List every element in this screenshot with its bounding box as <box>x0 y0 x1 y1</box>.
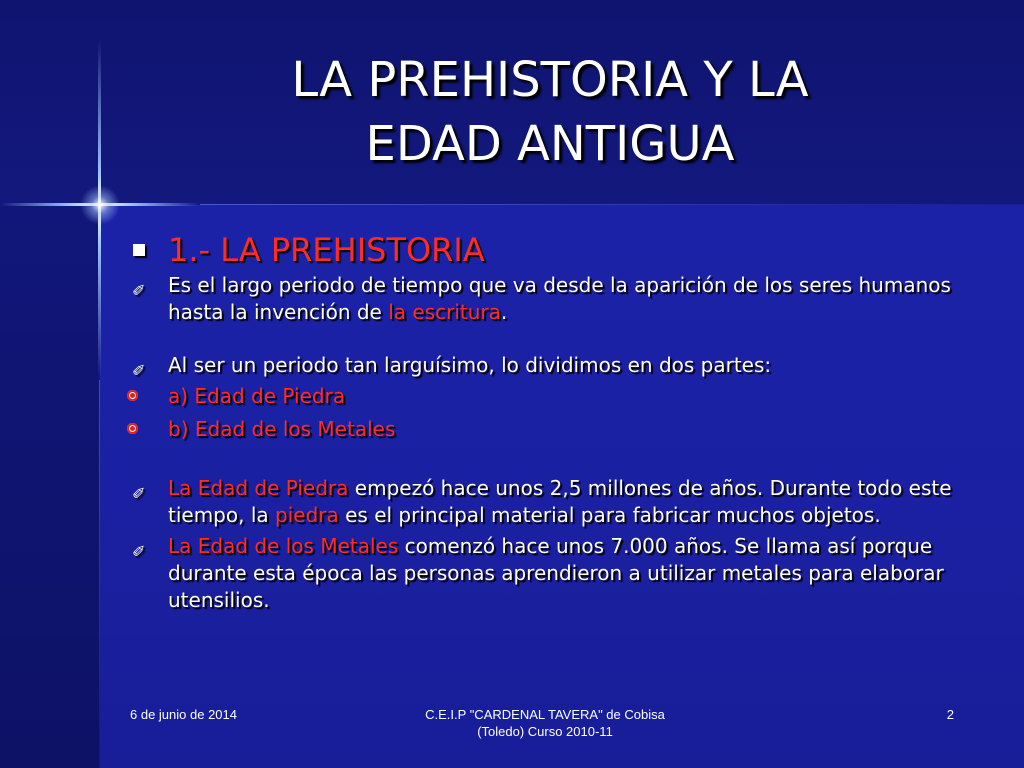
paragraph-division-text: Al ser un periodo tan larguísimo, lo dividimos en dos partes: <box>168 353 772 377</box>
swirl-bullet-icon <box>127 423 138 434</box>
sub-item-piedra <box>130 383 970 410</box>
sub-item-metales <box>130 416 970 443</box>
footer-school <box>400 706 690 740</box>
left-band-background <box>0 205 100 768</box>
pen-arrow-icon: ✐ <box>132 484 146 503</box>
highlight-escritura: la escritura <box>388 300 501 324</box>
sub-item-metales-text: b) Edad de los Metales <box>168 417 396 441</box>
footer-school-line-2: (Toledo) Curso 2010-11 <box>477 724 613 739</box>
slide-content <box>130 228 970 614</box>
paragraph-definition <box>130 272 970 326</box>
paragraph-division <box>130 352 970 379</box>
paragraph-edad-piedra-text-2: es el principal material para fabricar muchos objetos. <box>338 503 881 527</box>
footer-school-line-1: C.E.I.P "CARDENAL TAVERA" de Cobisa <box>425 707 665 722</box>
highlight-piedra: piedra <box>275 503 339 527</box>
section-heading-text: 1.- LA PREHISTORIA <box>168 231 485 269</box>
swirl-bullet-icon <box>127 390 138 401</box>
sub-item-piedra-text: a) Edad de Piedra <box>168 384 346 408</box>
paragraph-definition-text: Es el largo periodo de tiempo que va desde la aparición de los seres humanos hasta la invención de <box>168 273 951 324</box>
paragraph-definition-end: . <box>500 300 508 324</box>
star-glow <box>80 185 120 225</box>
pen-arrow-icon: ✐ <box>132 361 146 380</box>
pen-arrow-icon: ✐ <box>132 281 146 300</box>
highlight-edad-piedra: La Edad de Piedra <box>168 476 349 500</box>
title-line-1: LA PREHISTORIA Y LA <box>291 52 809 108</box>
square-bullet-icon <box>133 244 145 256</box>
paragraph-edad-metales <box>130 533 970 614</box>
footer-date: 6 de junio de 2014 <box>130 707 237 722</box>
paragraph-edad-piedra-text-1: empezó hace unos 2,5 millones de años. Durante todo este tiempo, la <box>168 476 952 527</box>
pen-arrow-icon: ✐ <box>132 542 146 561</box>
slide-title <box>110 48 990 176</box>
paragraph-edad-metales-text: comenzó hace unos 7.000 años. Se llama así porque durante esta época las personas aprendieron a utilizar metales para elaborar utensilios. <box>168 534 944 612</box>
slide-number: 2 <box>946 707 954 722</box>
vertical-light-line <box>99 380 100 768</box>
title-line-2: EDAD ANTIGUA <box>365 116 735 172</box>
section-heading <box>130 228 970 272</box>
horizontal-light-line <box>200 204 1024 205</box>
highlight-edad-metales: La Edad de los Metales <box>168 534 399 558</box>
paragraph-edad-piedra <box>130 475 970 529</box>
